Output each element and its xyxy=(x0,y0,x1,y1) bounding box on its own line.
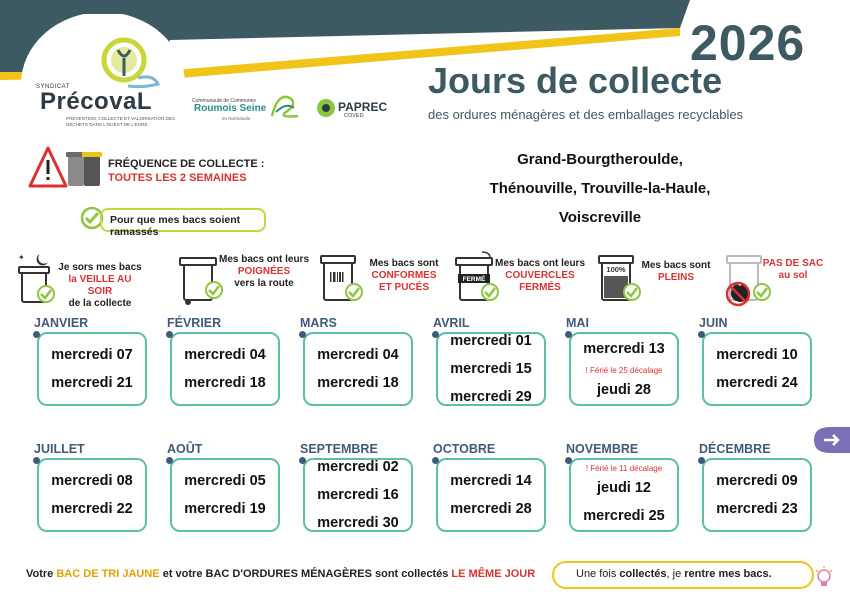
footer-text: Votre xyxy=(26,568,57,580)
ferme-label: FERMÉ xyxy=(462,276,486,283)
month-name: SEPTEMBRE xyxy=(300,442,378,456)
roumois-seine-sub: en Normandie xyxy=(222,116,251,121)
month-card xyxy=(433,316,547,406)
month-card xyxy=(699,316,813,406)
month-name: MAI xyxy=(566,316,589,330)
month-days xyxy=(170,458,280,532)
footer-text: sont collectés xyxy=(371,568,452,580)
collection-day: mercredi 23 xyxy=(716,501,798,517)
month-card xyxy=(167,316,281,406)
bin-night-icon xyxy=(10,250,62,310)
roumois-swirl-icon xyxy=(268,90,304,120)
footer-reminder xyxy=(576,568,772,580)
page-subtitle: des ordures ménagères et des emballages recyclables xyxy=(428,107,744,122)
next-arrow-icon[interactable] xyxy=(814,425,850,455)
lightbulb-icon xyxy=(814,566,834,590)
month-card xyxy=(300,316,414,406)
month-days xyxy=(569,458,679,532)
collection-day: mercredi 18 xyxy=(184,375,266,391)
commune-line: Grand-Bourgtheroulde, xyxy=(517,151,683,168)
month-name: OCTOBRE xyxy=(433,442,496,456)
collection-day: mercredi 07 xyxy=(51,347,133,363)
month-card xyxy=(300,442,414,532)
month-days xyxy=(303,458,413,532)
collection-day: mercredi 29 xyxy=(450,389,532,405)
tip-highlight: la VEILLE AU SOIR xyxy=(68,274,132,297)
tip-line: vers la route xyxy=(234,278,294,289)
collection-day: mercredi 21 xyxy=(51,375,133,391)
month-card xyxy=(566,442,680,532)
month-name: DÉCEMBRE xyxy=(699,442,771,456)
collection-day: mercredi 02 xyxy=(317,459,399,475)
paprec-name: PAPREC xyxy=(338,100,388,114)
month-card xyxy=(167,442,281,532)
month-card xyxy=(566,316,680,406)
tip-line: de la collecte xyxy=(68,298,132,309)
warning-bins-icon xyxy=(28,146,104,192)
footer-text: Une fois xyxy=(576,568,620,580)
month-days xyxy=(37,458,147,532)
collection-day: mercredi 24 xyxy=(716,375,798,391)
precoval-tagline: PRÉVENTION, COLLECTE ET VALORISATION DES DÉCHETS DANS L'OUEST DE L'EURE xyxy=(66,116,175,127)
month-name: JUILLET xyxy=(34,442,85,456)
collection-day: mercredi 01 xyxy=(450,333,532,349)
tip-highlight: au sol xyxy=(778,270,808,281)
month-days xyxy=(436,458,546,532)
footer-text: et votre xyxy=(159,568,206,580)
tip-line: Mes bacs ont leurs xyxy=(494,258,586,269)
footer-text: , je xyxy=(666,568,685,580)
holiday-note: ! Férié le 11 décalage xyxy=(585,463,663,473)
tip-line: Je sors mes bacs xyxy=(58,262,142,273)
month-days xyxy=(702,458,812,532)
frequency-value: TOUTES LES 2 SEMAINES xyxy=(108,172,247,184)
footer-bold: rentre mes bacs. xyxy=(684,568,772,580)
communes-list xyxy=(470,145,730,232)
month-card xyxy=(699,442,813,532)
tip-highlight: POIGNÉES xyxy=(237,266,291,277)
collection-day: mercredi 18 xyxy=(317,375,399,391)
footer-yellow-bin: BAC DE TRI JAUNE xyxy=(56,568,160,580)
tip-highlight: COUVERCLES xyxy=(505,270,575,281)
footer-same-day: LE MÊME JOUR xyxy=(451,568,536,580)
precoval-name: PrécovaL xyxy=(40,88,153,115)
month-name: JUIN xyxy=(699,316,728,330)
commune-line: Voiscreville xyxy=(558,209,642,226)
commune-line: Thénouville, Trouville-la-Haule, xyxy=(489,180,711,197)
tip-line: Mes bacs sont xyxy=(641,260,711,271)
month-name: MARS xyxy=(300,316,337,330)
month-card xyxy=(433,442,547,532)
collection-day: mercredi 05 xyxy=(184,473,266,489)
paprec-logo-icon xyxy=(316,98,336,118)
tip-line: Mes bacs sont xyxy=(369,258,439,269)
footer-note xyxy=(26,568,535,580)
cc-label: Communauté de Communes xyxy=(192,98,256,104)
footer-bold: collectés xyxy=(619,568,667,580)
tip-highlight: FERMÉS xyxy=(519,282,561,293)
collection-day: mercredi 14 xyxy=(450,473,532,489)
collection-day: mercredi 22 xyxy=(51,501,133,517)
full-label: 100% xyxy=(606,265,626,274)
collection-day: mercredi 10 xyxy=(716,347,798,363)
month-name: NOVEMBRE xyxy=(566,442,639,456)
page-title: Jours de collecte xyxy=(428,60,723,101)
holiday-note: ! Férié le 25 décalage xyxy=(585,365,663,375)
collection-day: mercredi 13 xyxy=(583,340,665,357)
month-days xyxy=(37,332,147,406)
tip-line: Mes bacs ont leurs xyxy=(218,254,310,265)
month-card xyxy=(34,442,148,532)
month-days xyxy=(303,332,413,406)
month-name: JANVIER xyxy=(34,316,89,330)
month-name: FÉVRIER xyxy=(167,316,222,330)
month-days xyxy=(436,332,546,406)
month-name: AOÛT xyxy=(167,442,203,456)
month-days xyxy=(702,332,812,406)
collection-day: mercredi 15 xyxy=(450,361,532,377)
collection-day: jeudi 12 xyxy=(597,479,651,496)
collection-day: jeudi 28 xyxy=(597,381,651,398)
collection-day: mercredi 16 xyxy=(317,487,399,503)
roumois-seine-logo: Roumois Seine xyxy=(194,103,267,114)
footer-om-bin: BAC D'ORDURES MÉNAGÈRES xyxy=(205,568,372,580)
ramasse-banner: Pour que mes bacs soient ramassés xyxy=(100,208,266,232)
tip-highlight: PAS DE SAC xyxy=(762,258,824,269)
tip-highlight: CONFORMES xyxy=(371,270,437,281)
frequency-label: FRÉQUENCE DE COLLECTE : xyxy=(108,158,265,170)
month-days xyxy=(170,332,280,406)
year: 2026 xyxy=(690,15,806,71)
month-name: AVRIL xyxy=(433,316,470,330)
month-card xyxy=(34,316,148,406)
collection-day: mercredi 19 xyxy=(184,501,266,517)
tip-highlight: PLEINS xyxy=(657,272,695,283)
collection-day: mercredi 28 xyxy=(450,501,532,517)
syndicat-label: SYNDICAT xyxy=(36,84,70,90)
tip-highlight: ET PUCÉS xyxy=(378,282,429,293)
collection-day: mercredi 25 xyxy=(583,507,665,524)
collection-day: mercredi 09 xyxy=(716,473,798,489)
collection-day: mercredi 04 xyxy=(184,347,266,363)
collection-day: mercredi 30 xyxy=(317,515,399,531)
collection-day: mercredi 04 xyxy=(317,347,399,363)
paprec-sub: COVED xyxy=(344,113,364,119)
collection-day: mercredi 08 xyxy=(51,473,133,489)
month-days xyxy=(569,332,679,406)
svg-text:✦: ✦ xyxy=(18,253,25,262)
